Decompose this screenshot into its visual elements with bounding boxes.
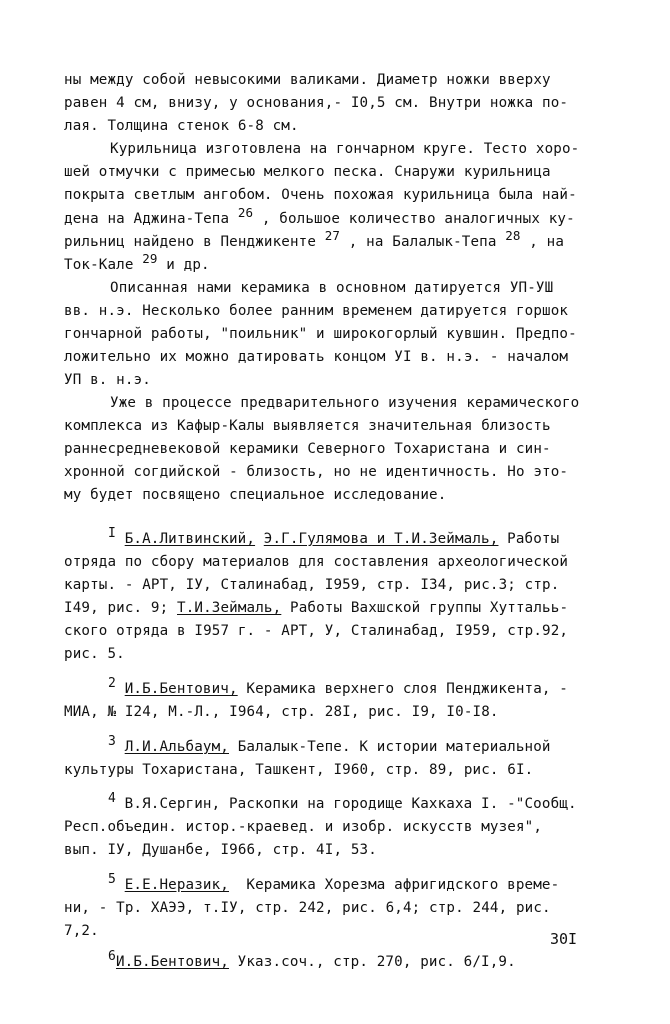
- footnote-line: вып. IУ, Душанбе, I966, стр. 4I, 53.: [64, 842, 377, 858]
- body-line: раннесредневековой керамики Северного Тохаристана и син-: [64, 441, 551, 457]
- body-line: лая. Толщина стенок 6-8 см.: [64, 118, 299, 134]
- footnote-author: Е.Е.Неразик,: [124, 877, 229, 893]
- footnote-author: И.Б.Бентович,: [124, 681, 238, 697]
- body-line: Ток-Кале $^{29}$ и др.: [64, 251, 210, 273]
- body-line: УП в. н.э.: [64, 372, 151, 388]
- footnote-line: ни, - Тр. ХАЭЭ, т.IУ, стр. 242, рис. 6,4; стр. 244, рис.: [64, 900, 551, 916]
- body-line: Описанная нами керамика в основном датируется УП-УШ: [110, 280, 554, 296]
- footnote-ref: 26: [237, 205, 254, 220]
- body-line: гончарной работы, "поильник" и широкогорлый кувшин. Предпо-: [64, 326, 577, 342]
- footnote-author: Т.И.Зеймаль,: [177, 600, 282, 616]
- footnote-ref: 28: [505, 228, 521, 243]
- footnote-author: И.Б.Бентович,: [115, 954, 229, 970]
- body-line: Уже в процессе предварительного изучения керамического: [110, 395, 580, 411]
- footnote-mark: I: [108, 526, 116, 541]
- footnote-line: МИА, № I24, М.-Л., I964, стр. 28I, рис. I9, I0-I8.: [64, 704, 499, 720]
- body-line: шей отмучки с примесью мелкого песка. Снаружи курильница: [64, 164, 551, 180]
- footnote-line: отряда по сбору материалов для составления археологической: [64, 554, 569, 570]
- footnote-ref: 27: [324, 228, 341, 243]
- body-line: покрыта светлым ангобом. Очень похожая курильница была най-: [64, 187, 577, 203]
- body-line: равен 4 см, внизу, у основания,- I0,5 см. Внутри ножка по-: [64, 95, 569, 111]
- footnote-mark: 3: [108, 734, 116, 749]
- body-line: рильниц найдено в Пенджикенте $^{27}$ , на Балалык-Тепа $^{28}$ , на: [64, 228, 565, 250]
- footnote-mark: 6: [108, 949, 116, 964]
- footnote-4: 4 В.Я.Сергин, Раскопки на городище Кахкаха I. -"Сообщ.: [108, 791, 577, 812]
- footnote-2: 2 И.Б.Бентович, Керамика верхнего слоя Пенджикента, -: [108, 676, 568, 697]
- footnote-line: 7,2.: [64, 923, 99, 939]
- footnote-5: 5 Е.Е.Неразик, Керамика Хорезма афригидского време-: [108, 872, 560, 893]
- body-line: Курильница изготовлена на гончарном круге. Тесто хоро-: [110, 141, 580, 157]
- footnote-line: рис. 5.: [64, 646, 125, 662]
- body-line: дена на Аджина-Тепа $^{26}$ , большое количество аналогичных ку-: [64, 205, 575, 227]
- body-line: му будет посвящено специальное исследование.: [64, 487, 447, 503]
- footnote-author: Л.И.Альбаум,: [124, 739, 229, 755]
- footnote-mark: 2: [108, 676, 116, 691]
- footnote-mark: 5: [108, 872, 116, 887]
- footnote-3: 3 Л.И.Альбаум, Балалык-Тепе. К истории материальной: [108, 734, 551, 755]
- body-line: вв. н.э. Несколько более ранним временем датируется горшок: [64, 303, 569, 319]
- footnote-ref: 29: [142, 251, 158, 266]
- footnote-6: 6И.Б.Бентович, Указ.соч., стр. 270, рис. 6/I,9.: [108, 949, 516, 970]
- body-line: ны между собой невысокими валиками. Диаметр ножки вверху: [64, 72, 551, 88]
- footnote-mark: 4: [108, 791, 116, 806]
- page-number: 30I: [550, 930, 578, 948]
- footnote-line: карты. - АРТ, IУ, Сталинабад, I959, стр. I34, рис.3; стр.: [64, 577, 560, 593]
- footnote-line: I49, рис. 9; Т.И.Зеймаль, Работы Вахшской группы Хуттальь-: [64, 600, 569, 616]
- footnote-author: Б.А.Литвинский,: [124, 531, 256, 547]
- footnote-author: Э.Г.Гулямова и Т.И.Зеймаль,: [263, 531, 499, 547]
- body-line: ложительно их можно датировать концом УI в. н.э. - началом: [64, 349, 569, 365]
- body-line: комплекса из Кафыр-Калы выявляется значительная близость: [64, 418, 551, 434]
- footnote-line: ского отряда в I957 г. - АРТ, У, Сталинабад, I959, стр.92,: [64, 623, 569, 639]
- footnote-1: I Б.А.Литвинский, Э.Г.Гулямова и Т.И.Зеймаль, Работы: [108, 526, 560, 547]
- footnote-line: культуры Тохаристана, Ташкент, I960, стр. 89, рис. 6I.: [64, 762, 534, 778]
- footnote-line: Респ.объедин. истор.-краевед. и изобр. искусств музея",: [64, 819, 543, 835]
- body-line: хронной согдийской - близость, но не идентичность. Но это-: [64, 464, 569, 480]
